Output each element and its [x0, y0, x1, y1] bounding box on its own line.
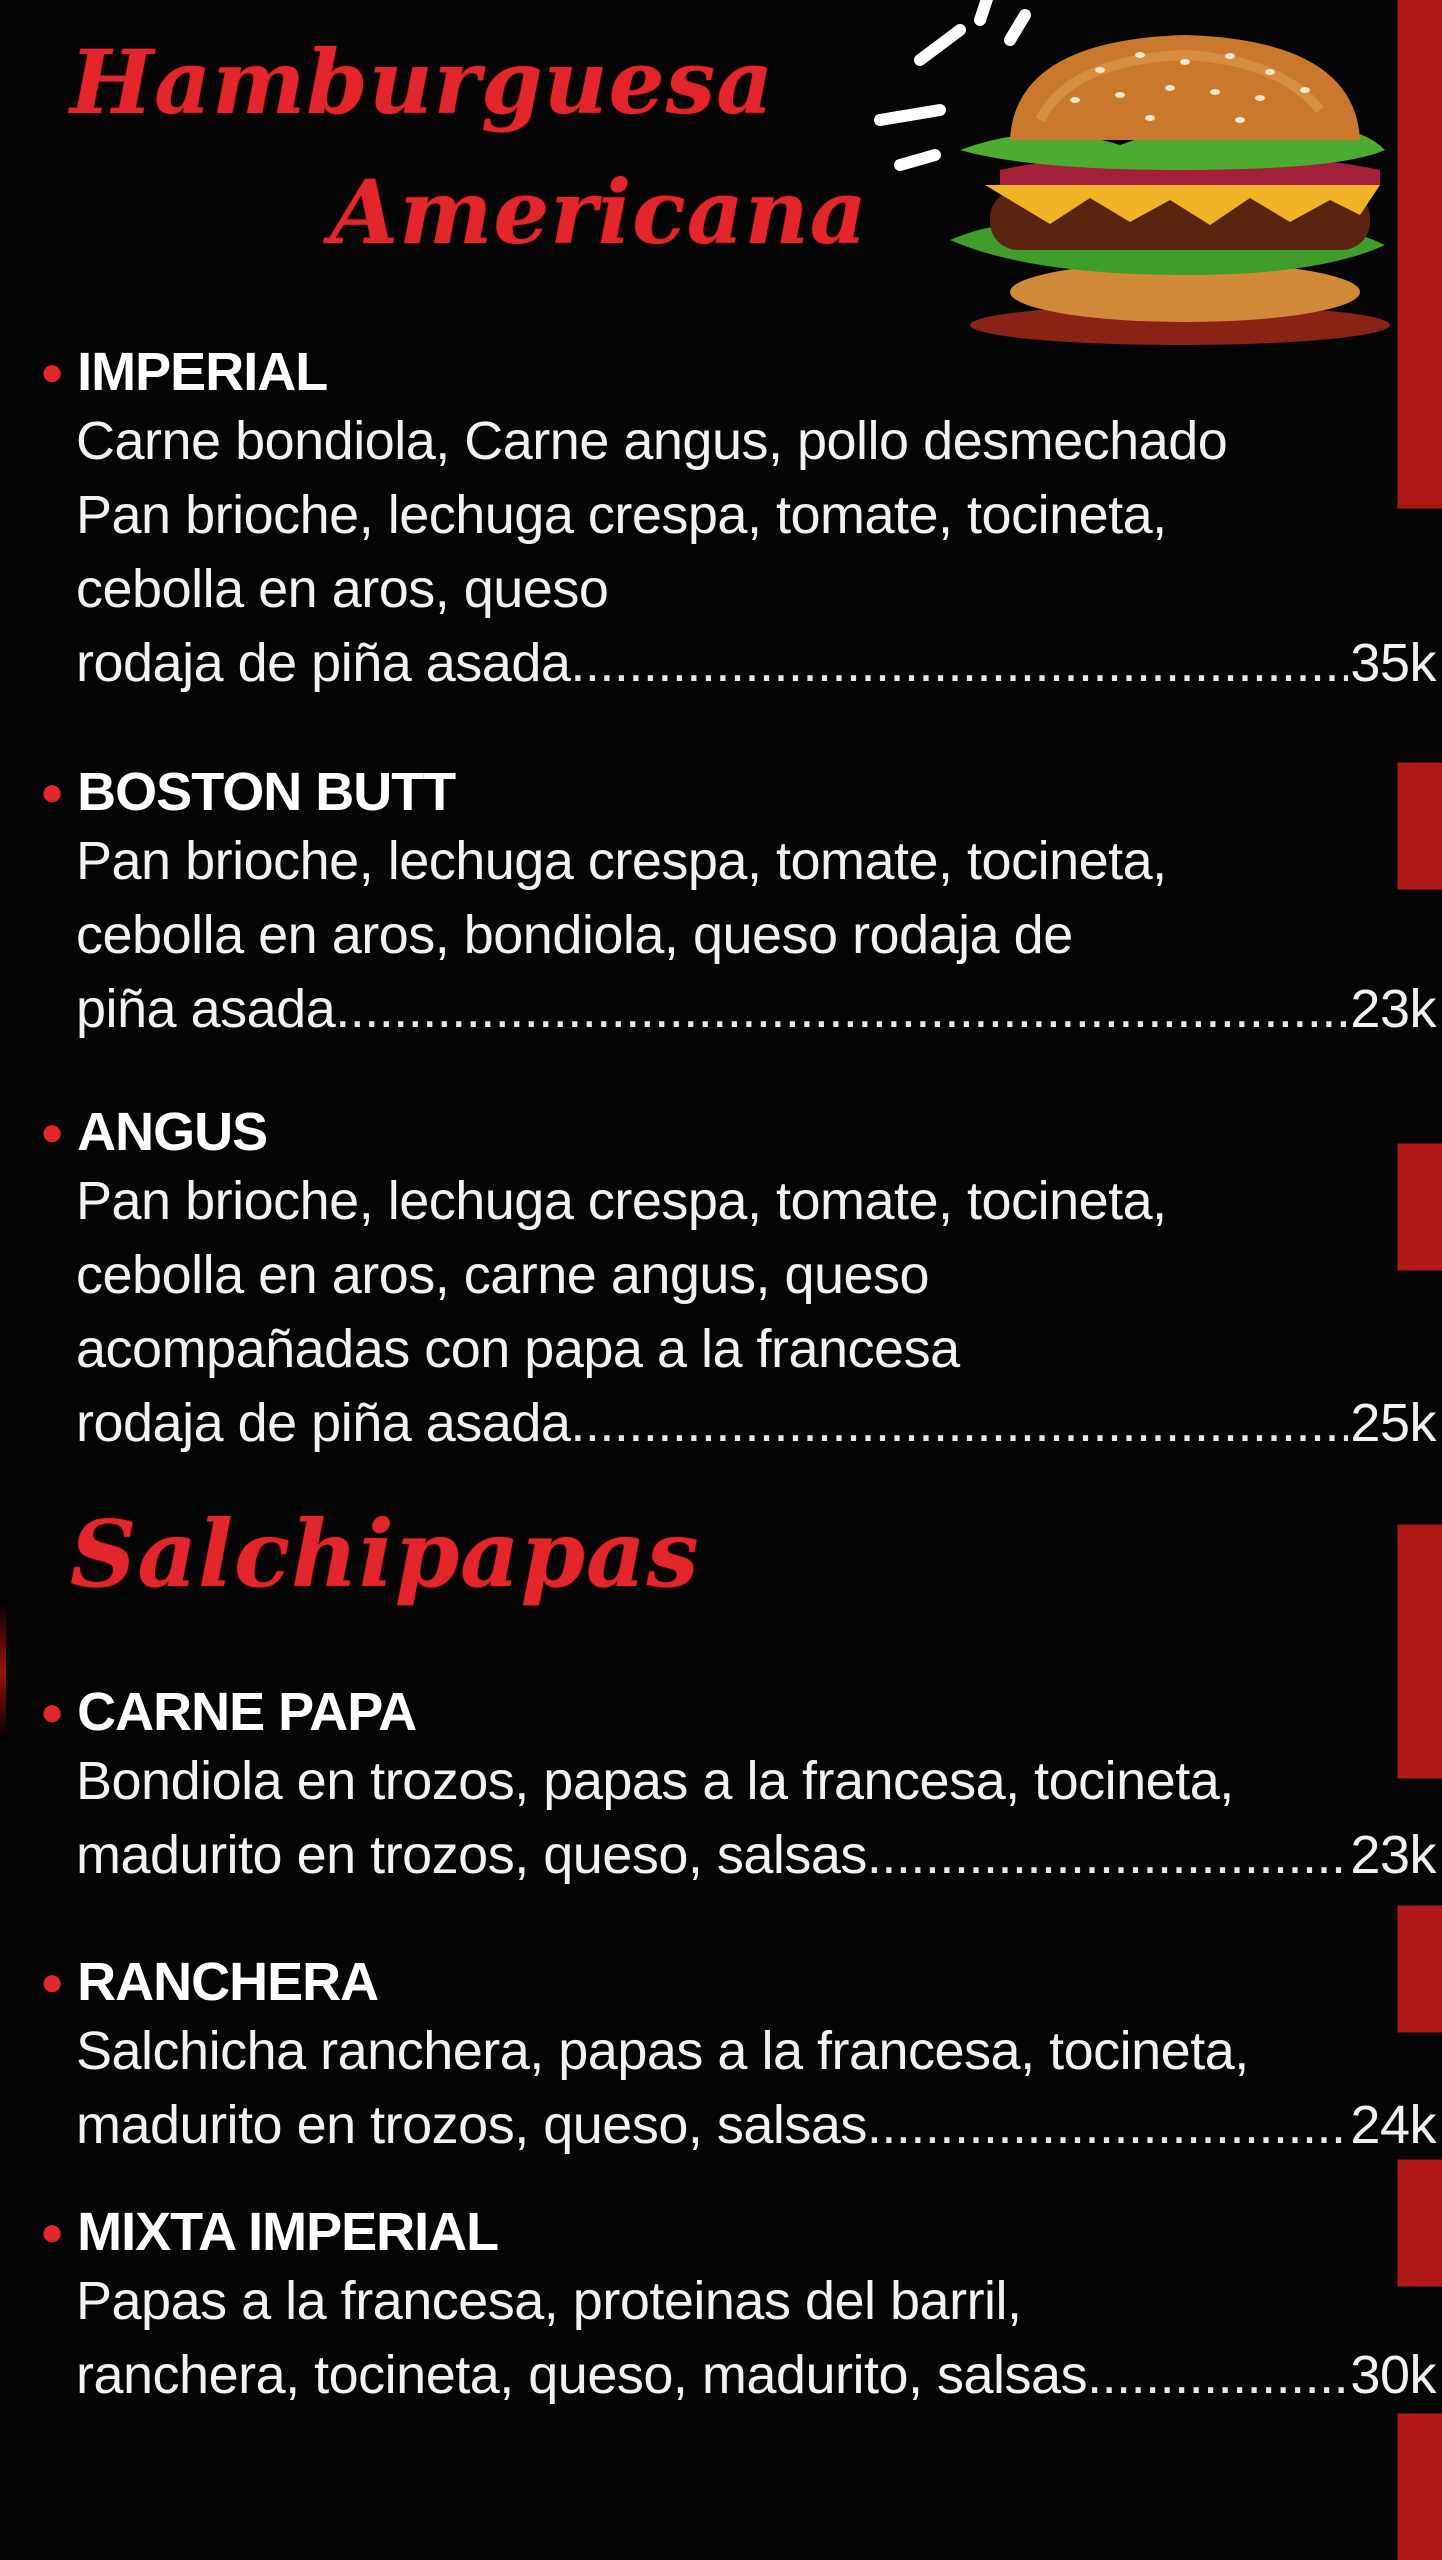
menu-item-carne-papa: [40, 1680, 1436, 1892]
burger-icon: [840, 0, 1400, 360]
item-price: 30k: [1350, 2345, 1436, 2405]
item-description-line: madurito en trozos, queso, salsas: [76, 2095, 867, 2155]
item-name: RANCHERA: [77, 1952, 379, 2012]
item-description-line: Pan brioche, lechuga crespa, tomate, tocineta,: [76, 831, 1167, 891]
dot-leader: [867, 2088, 1349, 2162]
item-description-line: Carne bondiola, Carne angus, pollo desmechado: [76, 411, 1228, 471]
dot-leader: [867, 1818, 1349, 1892]
item-price: 24k: [1350, 2095, 1436, 2155]
item-name: CARNE PAPA: [77, 1682, 417, 1742]
dot-leader: [570, 626, 1348, 700]
item-description-line: cebolla en aros, queso: [76, 559, 609, 619]
item-name: IMPERIAL: [77, 342, 328, 402]
bullet-icon: ●: [40, 350, 64, 394]
bullet-icon: ●: [40, 1960, 64, 2004]
item-price: 25k: [1350, 1393, 1436, 1453]
item-description-line: Pan brioche, lechuga crespa, tomate, tocineta,: [76, 485, 1167, 545]
menu-item-mixta-imperial: [40, 2200, 1436, 2412]
item-description-line: rodaja de piña asada: [76, 1393, 571, 1453]
bullet-icon: ●: [40, 1690, 64, 1734]
item-price: 35k: [1350, 633, 1436, 693]
dot-leader: [570, 1386, 1348, 1460]
item-price: 23k: [1350, 979, 1436, 1039]
item-description-line: madurito en trozos, queso, salsas: [76, 1825, 867, 1885]
item-description-line: Salchicha ranchera, papas a la francesa, tocineta,: [76, 2021, 1249, 2081]
section-title-hamburguesa: Hamburguesa: [70, 30, 775, 134]
menu-item-ranchera: [40, 1950, 1436, 2162]
section-title-salchipapas: Salchipapas: [70, 1500, 700, 1608]
item-name: ANGUS: [77, 1102, 268, 1162]
item-description-line: Pan brioche, lechuga crespa, tomate, tocineta,: [76, 1171, 1167, 1231]
item-description-line: cebolla en aros, carne angus, queso: [76, 1245, 930, 1305]
item-name: BOSTON BUTT: [77, 762, 456, 822]
item-description-line: piña asada: [76, 979, 336, 1039]
dot-leader: [1087, 2338, 1348, 2412]
decorative-edge: [0, 1600, 6, 1740]
item-name: MIXTA IMPERIAL: [77, 2202, 499, 2262]
item-description-line: ranchera, tocineta, queso, madurito, salsas: [76, 2345, 1088, 2405]
bullet-icon: ●: [40, 2210, 64, 2254]
dot-leader: [335, 972, 1348, 1046]
item-description-line: Papas a la francesa, proteinas del barril,: [76, 2271, 1022, 2331]
bullet-icon: ●: [40, 1110, 64, 1154]
item-description-line: Bondiola en trozos, papas a la francesa, tocineta,: [76, 1751, 1234, 1811]
item-description-line: cebolla en aros, bondiola, queso rodaja de: [76, 905, 1073, 965]
item-price: 23k: [1350, 1825, 1436, 1885]
section-title-americana: Americana: [330, 160, 868, 264]
menu-item-angus: [40, 1100, 1436, 1460]
menu-item-imperial: [40, 340, 1436, 700]
menu-item-boston-butt: [40, 760, 1436, 1046]
item-description-line: acompañadas con papa a la francesa: [76, 1319, 960, 1379]
item-description-line: rodaja de piña asada: [76, 633, 571, 693]
bullet-icon: ●: [40, 770, 64, 814]
